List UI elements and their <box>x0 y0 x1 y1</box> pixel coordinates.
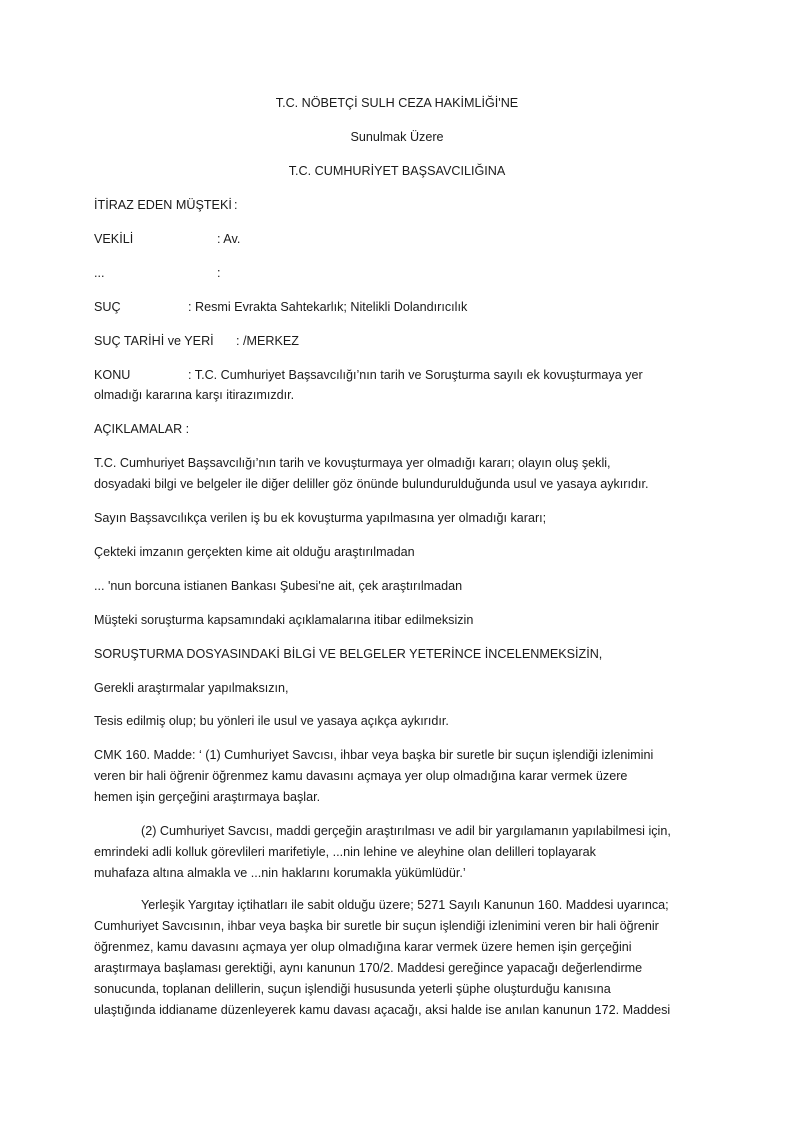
paragraph-line: emrindeki adli kolluk görevlileri marifetiyle, ...nin lehine ve aleyhine olan delilleri toplayarak <box>94 845 596 859</box>
paragraph: ... 'nun borcuna istianen Bankası Şubesi'ne ait, çek araştırılmadan <box>94 579 463 593</box>
paragraph-line: Yerleşik Yargıtay içtihatları ile sabit olduğu üzere; 5271 Sayılı Kanunun 160. Maddesi uyarınca; <box>141 898 669 912</box>
crime-value: : Resmi Evrakta Sahtekarlık; Nitelikli Dolandırıcılık <box>188 300 468 314</box>
crime-date-value: : /MERKEZ <box>236 334 299 348</box>
paragraph-line: araştırmaya başlaması gerektiği, aynı kanunun 170/2. Maddesi gereğince yapacağı değerlendirme <box>94 961 643 975</box>
subject-continuation: olmadığı kararına karşı itirazımızdır. <box>94 388 295 402</box>
complainant-colon: : <box>234 198 238 212</box>
paragraph-line: Cumhuriyet Savcısının, ihbar veya başka bir suretle bir suçun işlendiği izlenimini veren bir hali öğrenir <box>94 919 659 933</box>
subject-value: : T.C. Cumhuriyet Başsavcılığı’nın tarih ve Soruşturma sayılı ek kovuşturmaya yer <box>188 368 643 382</box>
paragraph: Tesis edilmiş olup; bu yönleri ile usul ve yasaya açıkça aykırıdır. <box>94 714 449 728</box>
paragraph: Sayın Başsavcılıkça verilen iş bu ek kovuşturma yapılmasına yer olmadığı kararı; <box>94 511 547 525</box>
paragraph: Müşteki soruşturma kapsamındaki açıklamalarına itibar edilmeksizin <box>94 613 474 627</box>
paragraph-line: T.C. Cumhuriyet Başsavcılığı’nın tarih ve kovuşturmaya yer olmadığı kararı; olayın oluş şekli, <box>94 456 611 470</box>
paragraph-line: (2) Cumhuriyet Savcısı, maddi gerçeğin araştırılması ve adil bir yargılamanın yapılabilmesi için, <box>141 824 671 838</box>
prosecution-title: T.C. CUMHURİYET BAŞSAVCILIĞINA <box>288 164 506 178</box>
paragraph-line: öğrenmez, kamu davasını açmaya yer olup olmadığına karar vermek üzere hemen işin gerçeğini <box>94 940 632 954</box>
attorney-label: VEKİLİ <box>94 232 134 246</box>
paragraph-line: CMK 160. Madde: ‘ (1) Cumhuriyet Savcısı, ihbar veya başka bir suretle bir suçun işlendiği izlenimini <box>94 748 654 762</box>
third-party-value: : <box>217 266 221 280</box>
paragraph-line: veren bir hali öğrenir öğrenmez kamu davasını açmaya yer olup olmadığına karar vermek üzere <box>94 769 628 783</box>
crime-label: SUÇ <box>94 300 121 314</box>
attorney-value: : Av. <box>217 232 241 246</box>
crime-date-label: SUÇ TARİHİ ve YERİ <box>94 334 214 348</box>
paragraph: SORUŞTURMA DOSYASINDAKİ BİLGİ VE BELGELER YETERİNCE İNCELENMEKSİZİN, <box>94 647 603 661</box>
court-title: T.C. NÖBETÇİ SULH CEZA HAKİMLİĞİ'NE <box>275 96 519 110</box>
complainant-label: İTİRAZ EDEN MÜŞTEKİ <box>94 198 232 212</box>
paragraph-line: hemen işin gerçeğini araştırmaya başlar. <box>94 790 321 804</box>
paragraph-line: sonucunda, toplanan delillerin, suçun işlendiği hususunda yeterli şüphe oluşturduğu kanısına <box>94 982 611 996</box>
third-party-label: ... <box>94 266 105 280</box>
subject-label: KONU <box>94 368 131 382</box>
paragraph: Çekteki imzanın gerçekten kime ait olduğu araştırılmadan <box>94 545 415 559</box>
paragraph: Gerekli araştırmalar yapılmaksızın, <box>94 681 289 695</box>
paragraph-line: ulaştığında iddianame düzenleyerek kamu davası açacağı, aksi halde ise anılan kanunun 172. Maddesi <box>94 1003 671 1017</box>
submission-note: Sunulmak Üzere <box>350 130 444 144</box>
paragraph-line: dosyadaki bilgi ve belgeler ile diğer deliller göz önünde bulundurulduğunda usul ve yasaya aykırıdır. <box>94 477 649 491</box>
explanations-heading: AÇIKLAMALAR : <box>94 422 190 436</box>
paragraph-line: muhafaza altına almakla ve ...nin haklarını korumakla yükümlüdür.’ <box>94 866 466 880</box>
